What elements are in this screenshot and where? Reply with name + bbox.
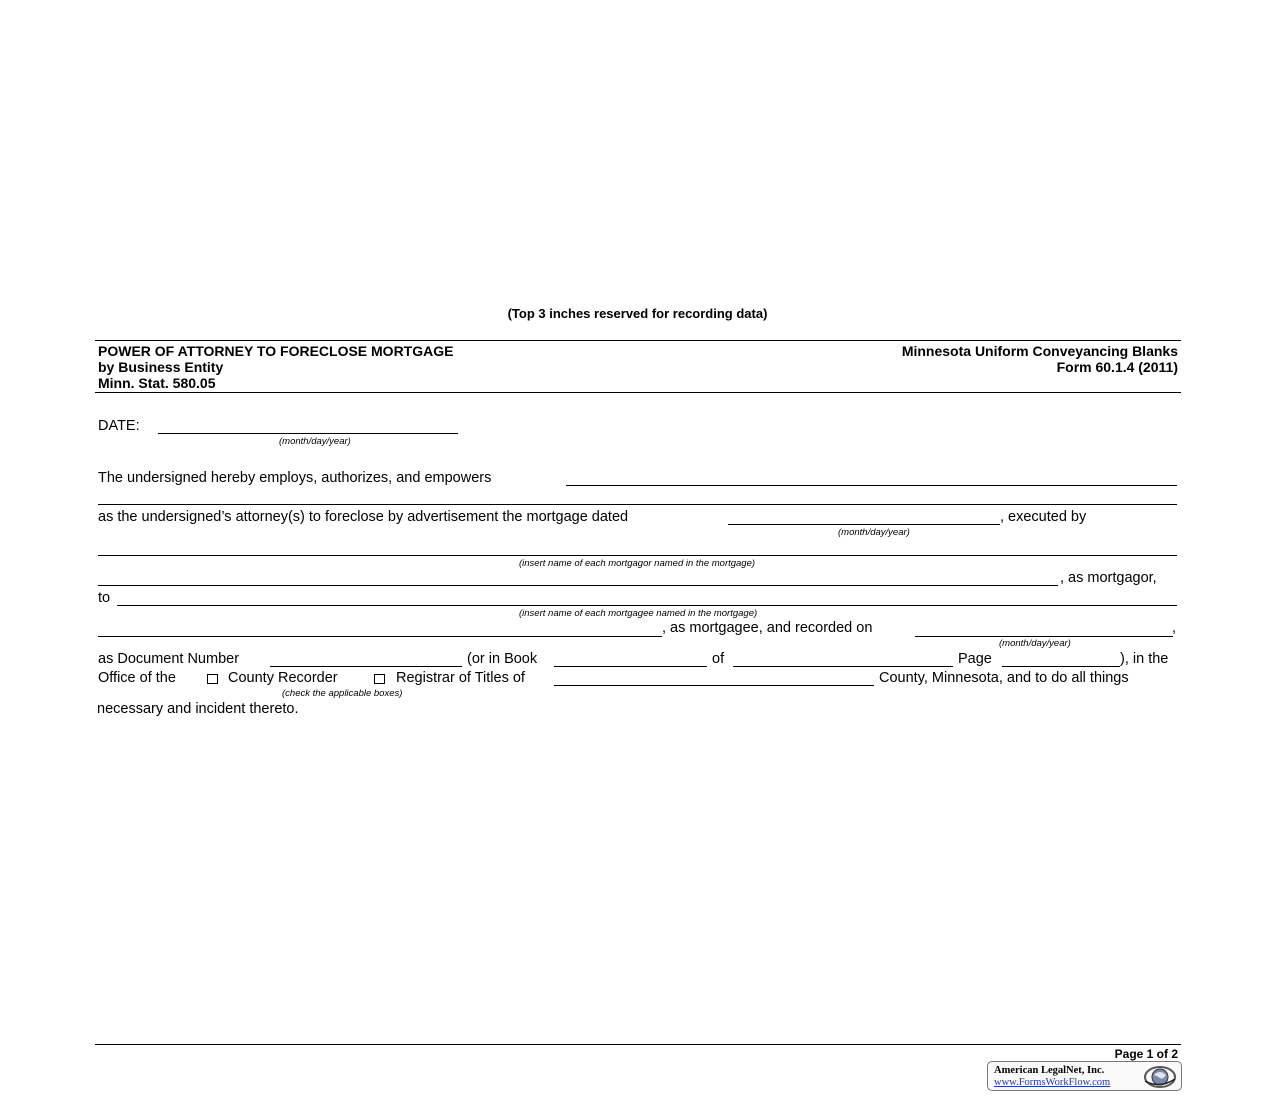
as-mortgagee-text: , as mortgagee, and recorded on bbox=[662, 620, 873, 636]
county-minnesota-text: County, Minnesota, and to do all things bbox=[879, 670, 1129, 686]
closing-text: necessary and incident thereto. bbox=[97, 701, 299, 717]
date-hint: (month/day/year) bbox=[279, 436, 351, 447]
form-subtitle: by Business Entity bbox=[98, 359, 224, 375]
header-top-rule bbox=[95, 340, 1181, 341]
of-label: of bbox=[712, 651, 725, 667]
form-title: POWER OF ATTORNEY TO FORECLOSE MORTGAGE bbox=[98, 343, 454, 359]
check-boxes-hint: (check the applicable boxes) bbox=[282, 688, 403, 699]
attorney-text: as the undersigned’s attorney(s) to foreclose by advertisement the mortgage dated bbox=[98, 509, 629, 525]
mortgage-date-field[interactable] bbox=[728, 524, 1000, 525]
form-number: Form 60.1.4 (2011) bbox=[1056, 359, 1178, 375]
mortgagor-hint: (insert name of each mortgagor named in the mortgage) bbox=[519, 558, 756, 569]
american-legalnet-logo[interactable] bbox=[987, 1061, 1182, 1091]
book-type-field[interactable] bbox=[733, 666, 953, 667]
county-name-field[interactable] bbox=[554, 685, 874, 686]
as-mortgagor-text: , as mortgagor, bbox=[1060, 570, 1157, 586]
document-number-field[interactable] bbox=[270, 666, 462, 667]
recorded-date-hint: (month/day/year) bbox=[999, 638, 1071, 649]
in-the-text: ), in the bbox=[1120, 651, 1169, 667]
mortgagee-name-field[interactable] bbox=[117, 605, 1177, 606]
logo-company-name: American LegalNet, Inc. bbox=[994, 1065, 1105, 1076]
header-bottom-rule bbox=[95, 392, 1181, 393]
page-label: Page bbox=[958, 651, 992, 667]
mortgage-date-hint: (month/day/year) bbox=[838, 527, 910, 538]
registrar-of-titles-checkbox[interactable] bbox=[374, 674, 385, 684]
mortgagor-name-field[interactable] bbox=[98, 555, 1177, 556]
page-indicator: Page 1 of 2 bbox=[1114, 1047, 1178, 1061]
county-recorder-checkbox[interactable] bbox=[207, 674, 218, 684]
mortgagee-hint: (insert name of each mortgagee named in the mortgage) bbox=[519, 608, 758, 619]
document-number-label: as Document Number bbox=[98, 651, 240, 667]
recorded-date-field[interactable] bbox=[915, 636, 1173, 637]
to-label: to bbox=[98, 590, 111, 606]
date-field[interactable] bbox=[158, 433, 458, 434]
attorney-name-field[interactable] bbox=[566, 485, 1177, 486]
mortgagor-name-field-continued[interactable] bbox=[98, 585, 1058, 586]
or-in-book-label: (or in Book bbox=[467, 651, 538, 667]
office-of-the-label: Office of the bbox=[98, 670, 176, 686]
logo-url-link[interactable]: www.FormsWorkFlow.com bbox=[994, 1077, 1111, 1088]
reserved-area-note: (Top 3 inches reserved for recording data) bbox=[507, 306, 768, 321]
book-field[interactable] bbox=[554, 666, 707, 667]
mortgagee-name-field-continued[interactable] bbox=[98, 636, 662, 637]
date-label: DATE: bbox=[98, 418, 140, 434]
empowers-text: The undersigned hereby employs, authorizes, and empowers bbox=[98, 470, 492, 486]
globe-icon bbox=[1141, 1063, 1179, 1090]
form-publisher: Minnesota Uniform Conveyancing Blanks bbox=[901, 343, 1178, 359]
footer-rule bbox=[95, 1044, 1181, 1045]
attorney-name-field-continued[interactable] bbox=[98, 504, 1177, 505]
recorded-date-comma: , bbox=[1172, 620, 1177, 636]
registrar-of-titles-label: Registrar of Titles of bbox=[396, 670, 525, 686]
executed-by-text: , executed by bbox=[1000, 509, 1087, 525]
page-field[interactable] bbox=[1002, 666, 1120, 667]
form-statute: Minn. Stat. 580.05 bbox=[98, 375, 216, 391]
county-recorder-label: County Recorder bbox=[228, 670, 338, 686]
